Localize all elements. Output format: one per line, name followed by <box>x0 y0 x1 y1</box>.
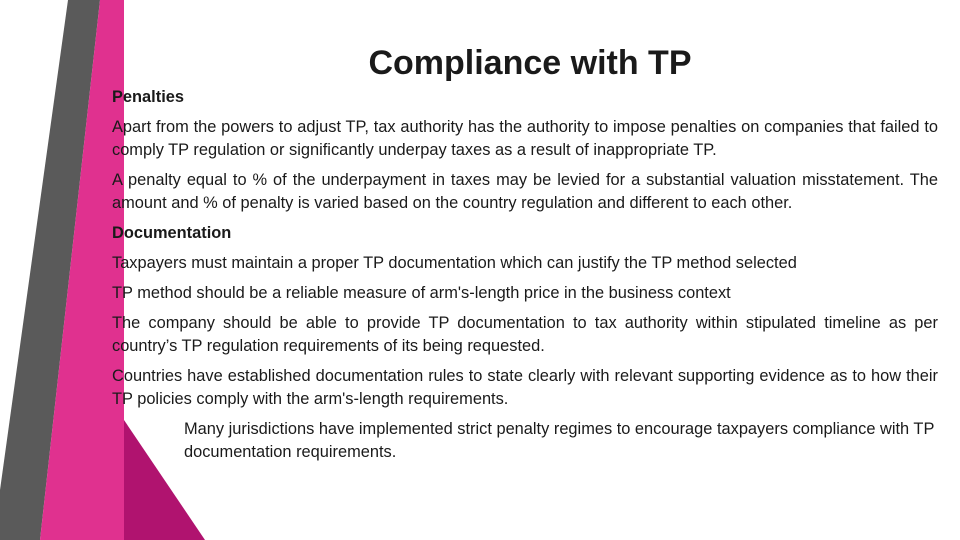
penalties-paragraph-1: Apart from the powers to adjust TP, tax authority has the authority to impose penalties on companies that failed to comply TP regulation or significantly underpay taxes as a result of inappropriate TP. <box>112 118 938 159</box>
slide-content <box>112 86 938 471</box>
documentation-paragraph-4: Countries have established documentation rules to state clearly with relevant supporting evidence as to how their TP policies comply with the arm's-length requirements. <box>112 367 938 408</box>
documentation-paragraph-3: The company should be able to provide TP documentation to tax authority within stipulated timeline as per country’s TP regulation requirements of its being requested. <box>112 314 938 355</box>
documentation-paragraph-5: Many jurisdictions have implemented strict penalty regimes to encourage taxpayers compliance with TP documentation requirements. <box>184 420 935 461</box>
documentation-paragraph-1: Taxpayers must maintain a proper TP documentation which can justify the TP method selected <box>112 254 797 272</box>
documentation-heading: Documentation <box>112 224 232 242</box>
penalties-heading: Penalties <box>112 88 184 106</box>
penalties-paragraph-2: A penalty equal to % of the underpayment in taxes may be levied for a substantial valuation misstatement. The amount and % of penalty is varied based on the country regulation and different to each other. <box>112 171 938 212</box>
slide-title: Compliance with TP <box>368 44 692 82</box>
documentation-paragraph-2: TP method should be a reliable measure of arm's-length price in the business context <box>112 284 731 302</box>
